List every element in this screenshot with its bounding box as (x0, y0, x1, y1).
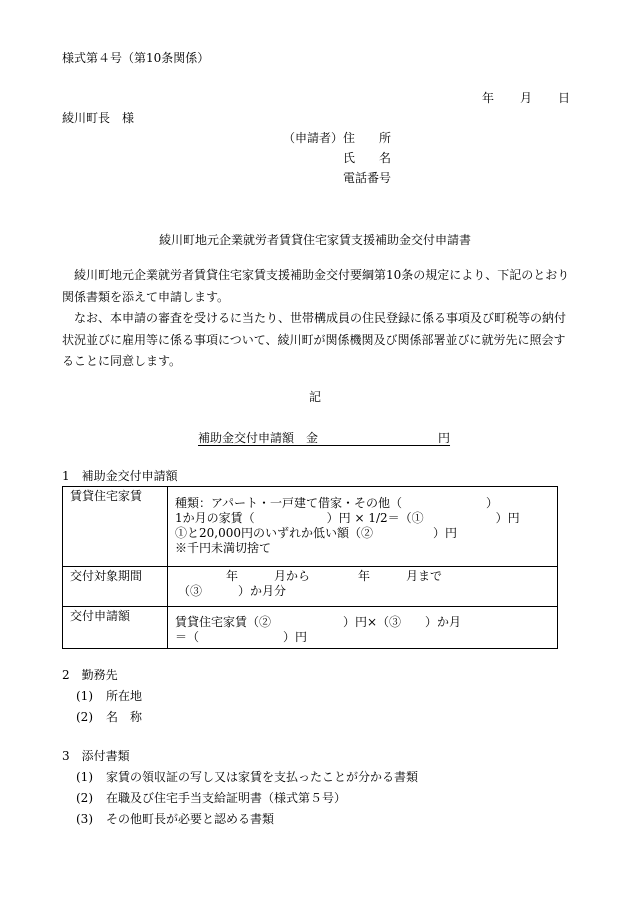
row-header-period: 交付対象期間 (63, 567, 168, 607)
applicant-address-label: 住 所 (343, 131, 392, 145)
document-title: 綾川町地元企業就労者賃貸住宅家賃支援補助金交付申請書 (158, 233, 471, 247)
section1-heading: 1 補助金交付申請額 (62, 469, 178, 483)
table-row (63, 607, 558, 649)
list-item (62, 788, 418, 809)
date-month: 月 (520, 91, 533, 105)
application-table (62, 486, 558, 649)
period-line: 年 月から 年 月まで (178, 569, 443, 583)
attachment-text: 家賃の領収証の写し又は家賃を支払ったことが分かる書類 (106, 770, 419, 784)
item-number: (2) (76, 791, 93, 805)
row-content-period (168, 567, 558, 607)
rounding-note: ※千円未満切捨て (175, 541, 272, 555)
list-item (62, 767, 418, 788)
row-header-amount: 交付申請額 (63, 607, 168, 649)
date-year: 年 (482, 91, 495, 105)
item-number: (1) (76, 770, 93, 784)
list-item (62, 707, 142, 728)
section2 (62, 665, 142, 728)
amount-line: 補助金交付申請額 金 円 (198, 431, 451, 445)
applicant-label: （申請者） (283, 131, 344, 145)
body-paragraphs (62, 265, 570, 373)
ki-heading: 記 (308, 390, 321, 404)
section2-heading: 2 勤務先 (62, 668, 118, 682)
lower-amount-line: ①と20,000円のいずれか低い額（② ）円 (175, 526, 457, 540)
list-item (62, 686, 142, 707)
rent-type-line: 種類：アパート・一戸建て借家・その他（ ） (175, 496, 499, 510)
workplace-address-label: 所在地 (106, 689, 143, 703)
paragraph-2: なお、本申請の審査を受けるに当たり、世帯構成員の住民登録に係る事項及び町税等の納付状況並びに雇用等に係る事項について、綾川町が関係機関及び関係部署並びに就労先に照会することに同意します。 (62, 311, 567, 368)
form-number: 様式第４号（第10条関係） (62, 51, 210, 65)
attachment-text: その他町長が必要と認める書類 (106, 812, 275, 826)
addressee: 綾川町長 様 (62, 111, 135, 125)
date-day: 日 (558, 91, 571, 105)
monthly-rent-line: 1か月の家賃（ ）円 × 1/2＝（① ）円 (175, 511, 520, 525)
item-number: (2) (76, 710, 93, 724)
date-line (482, 90, 570, 106)
item-number: (1) (76, 689, 93, 703)
applicant-name-label: 氏 名 (343, 151, 392, 165)
amount-result-line: ＝（ ）円 (175, 630, 308, 644)
section3 (62, 746, 418, 830)
row-header-rent: 賃貸住宅家賃 (63, 487, 168, 567)
table-row (63, 487, 558, 567)
section3-heading: 3 添付書類 (62, 749, 130, 763)
workplace-name-label: 名 称 (106, 710, 143, 724)
row-content-rent (168, 487, 558, 567)
amount-calc-line: 賃貸住宅家賃（② ）円×（③ ）か月 (175, 615, 462, 629)
paragraph-1: 綾川町地元企業就労者賃貸住宅家賃支援補助金交付要綱第10条の規定により、下記のとおり関係書類を添えて申請します。 (62, 268, 570, 304)
table-row (63, 567, 558, 607)
attachment-text: 在職及び住宅手当支給証明書（様式第５号） (106, 791, 347, 805)
item-number: (3) (76, 812, 93, 826)
months-line: （③ ）か月分 (178, 584, 287, 598)
list-item (62, 809, 418, 830)
applicant-phone-label: 電話番号 (343, 171, 392, 185)
row-content-amount (168, 607, 558, 649)
